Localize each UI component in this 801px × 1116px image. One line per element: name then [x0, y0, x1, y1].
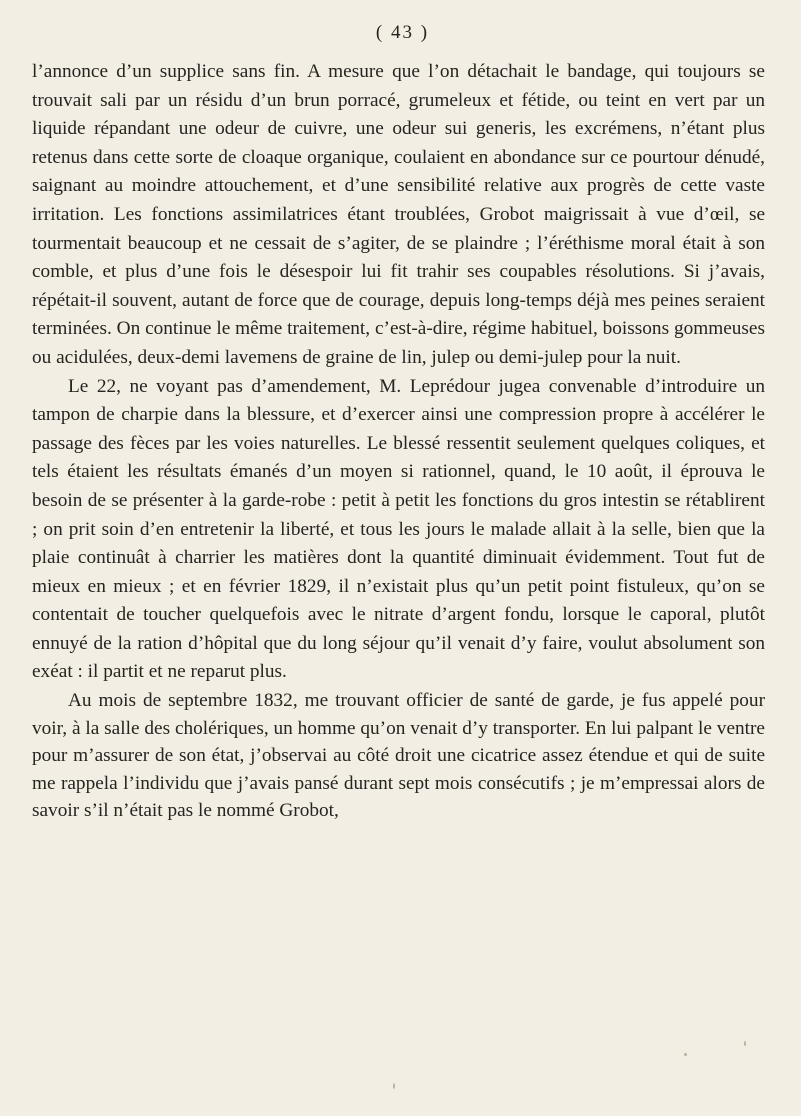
- page-number: ( 43 ): [375, 22, 430, 43]
- paragraph-3: Au mois de septembre 1832, me trouvant officier de santé de garde, je fus appelé pour voir, à la salle des cholériques, un homme qu’on venait d’y transporter. En lui palpant le ventre pour m’assurer de son état, j’observai au côté droit une cicatrice assez étendue et qui de suite me rappela l’individu que j’avais pansé durant sept mois consécutifs ; je m’empressai alors de savoir s’il n’était pas le nommé Grobot,: [32, 690, 765, 822]
- paper-speck: [393, 1083, 395, 1089]
- paper-speck: [744, 1041, 746, 1046]
- paragraph-1: l’annonce d’un supplice sans fin. A mesure que l’on détachait le bandage, qui toujours se trouvait sali par un résidu d’un brun porracé, grumeleux et fétide, ou teint en vert par un liquide répandant une odeur de cuivre, une odeur sui generis, les excrémens, n’étant plus retenus dans cette sorte de cloaque organique, coulaient en abondance sur ce pourtour dénudé, saignant au moindre attouchement, et d’une sensibilité relative aux progrès de cette vaste irritation. Les fonctions assimilatrices étant troublées, Grobot maigrissait à vue d’œil, se tourmentait beaucoup et ne cessait de s’agiter, de se plaindre ; l’éréthisme moral était à son comble, et plus d’une fois le désespoir lui fit trahir ses coupables résolutions. Si j’avais, répétait-il souvent, autant de force que de courage, depuis long-temps déjà mes peines seraient terminées. On continue le même traitement, c’est-à-dire, régime habituel, boissons gommeuses ou acidulées, deux-demi lavemens de graine de lin, julep ou demi-julep pour la nuit.: [32, 61, 765, 368]
- paragraph-2: Le 22, ne voyant pas d’amendement, M. Leprédour jugea convenable d’introduire un tampon de charpie dans la blessure, et d’exercer ainsi une compression propre à accélérer le passage des fèces par les voies naturelles. Le blessé ressentit seulement quelques coliques, et tels étaient les résultats émanés d’un moyen si rationnel, quand, le 10 août, il éprouva le besoin de se présenter à la garde-robe : petit à petit les fonctions du gros intestin se rétablirent ; on prit soin d’en entretenir la liberté, et tous les jours le malade allait à la selle, bien que la plaie continuât à charrier les matières dont la quantité diminuait évidemment. Tout fut de mieux en mieux ; et en février 1829, il n’existait plus qu’un petit point fistuleux, qu’on se contentait de toucher quelquefois avec le nitrate d’argent fondu, lorsque le caporal, plutôt ennuyé de la ration d’hôpital que du long séjour qu’il venait d’y faire, voulut absolument son exéat : il partit et ne reparut plus.: [32, 375, 765, 683]
- paper-speck: [684, 1053, 687, 1056]
- page-body: [32, 58, 765, 825]
